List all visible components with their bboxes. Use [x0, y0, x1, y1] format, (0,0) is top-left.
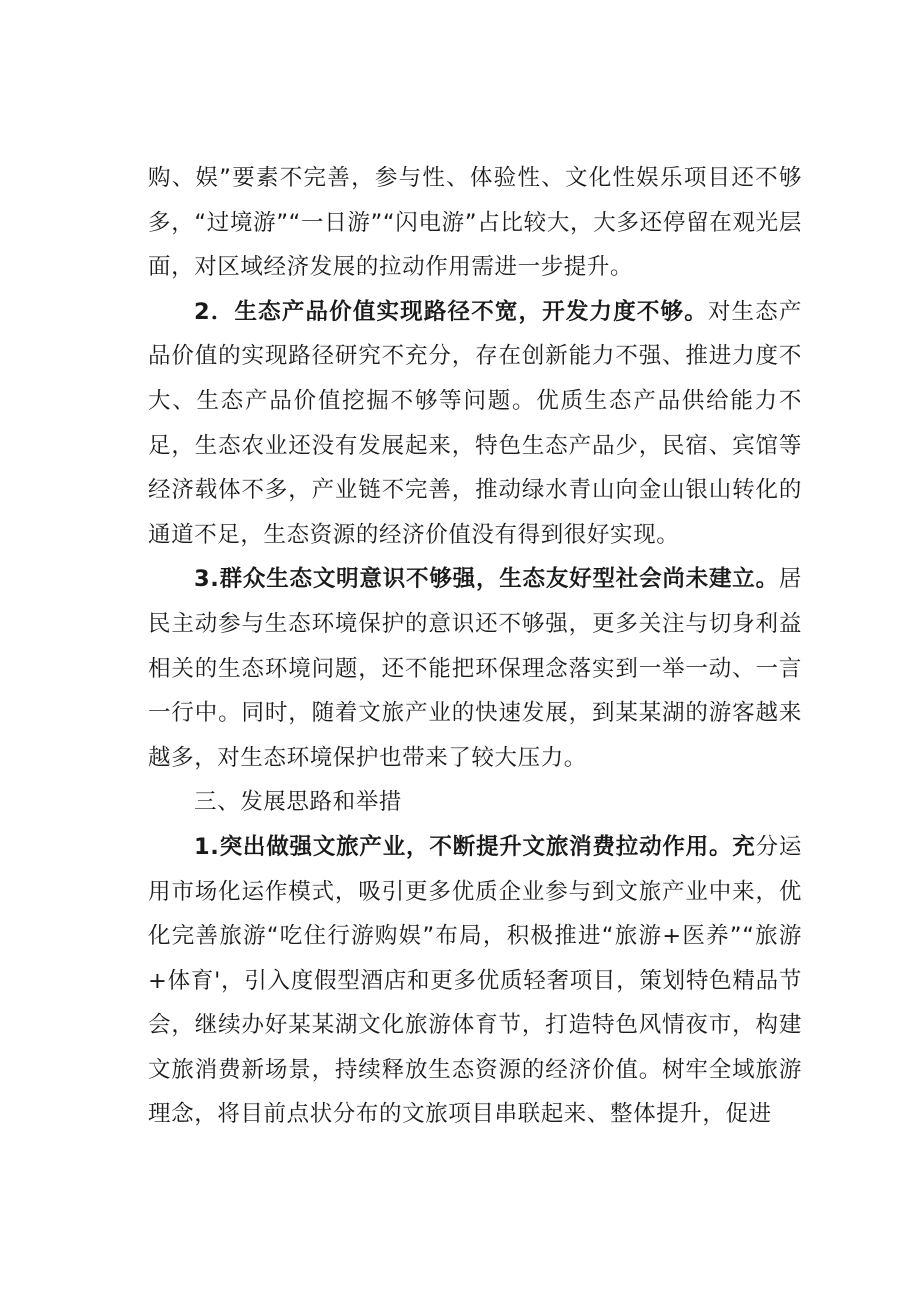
paragraph-3: [148, 557, 802, 780]
paragraph-3-heading: 3.群众生态文明意识不够强，生态友好型社会尚未建立。: [194, 566, 779, 593]
paragraph-2-text: 对生态产品价值的实现路径研究不充分，存在创新能力不强、推进力度不大、生态产品价值挖掘不够等问题。优质生态产品供给能力不足，生态农业还没有发展起来，特色生态产品少，民宿、宾馆等经济载体不多，产业链不完善，推动绿水青山向金山银山转化的通道不足，生态资源的经济价值没有得到很好实现。: [148, 298, 802, 548]
paragraph-continued: 购、娱”要素不完善，参与性、体验性、文化性娱乐项目还不够多，“过境游”“一日游”“闪电游”占比较大，大多还停留在观光层面，对区域经济发展的拉动作用需进一步提升。: [148, 165, 802, 281]
document-body: [148, 156, 802, 1137]
section-heading: 三、发展思路和举措: [194, 789, 402, 816]
paragraph-4-text: 分运用市场化运作模式，吸引更多优质企业参与到文旅产业中来，优化完善旅游“吃住行游购娱”布局，积极推进“旅游+医养”“旅游+体育'，引入度假型酒店和更多优质轻奢项目，策划特色精品节会，继续办好某某湖文化旅游体育节，打造特色风情夜市，构建文旅消费新场景，持续释放生态资源的经济价值。树牢全域旅游理念，将目前点状分布的文旅项目串联起来、整体提升，促进: [148, 833, 802, 1128]
paragraph-2-heading: 2．生态产品价值实现路径不宽，开发力度不够。: [194, 298, 708, 325]
paragraph-3-text: 居民主动参与生态环境保护的意识还不够强，更多关注与切身利益相关的生态环境问题，还不能把环保理念落实到一举一动、一言一行中。同时，随着文旅产业的快速发展，到某某湖的游客越来越多，对生态环境保护也带来了较大压力。: [148, 566, 802, 771]
paragraph-4-heading: 1.突出做强文旅产业，不断提升文旅消费拉动作用。充: [194, 833, 756, 860]
paragraph-4: [148, 825, 802, 1137]
paragraph-2: [148, 290, 802, 558]
